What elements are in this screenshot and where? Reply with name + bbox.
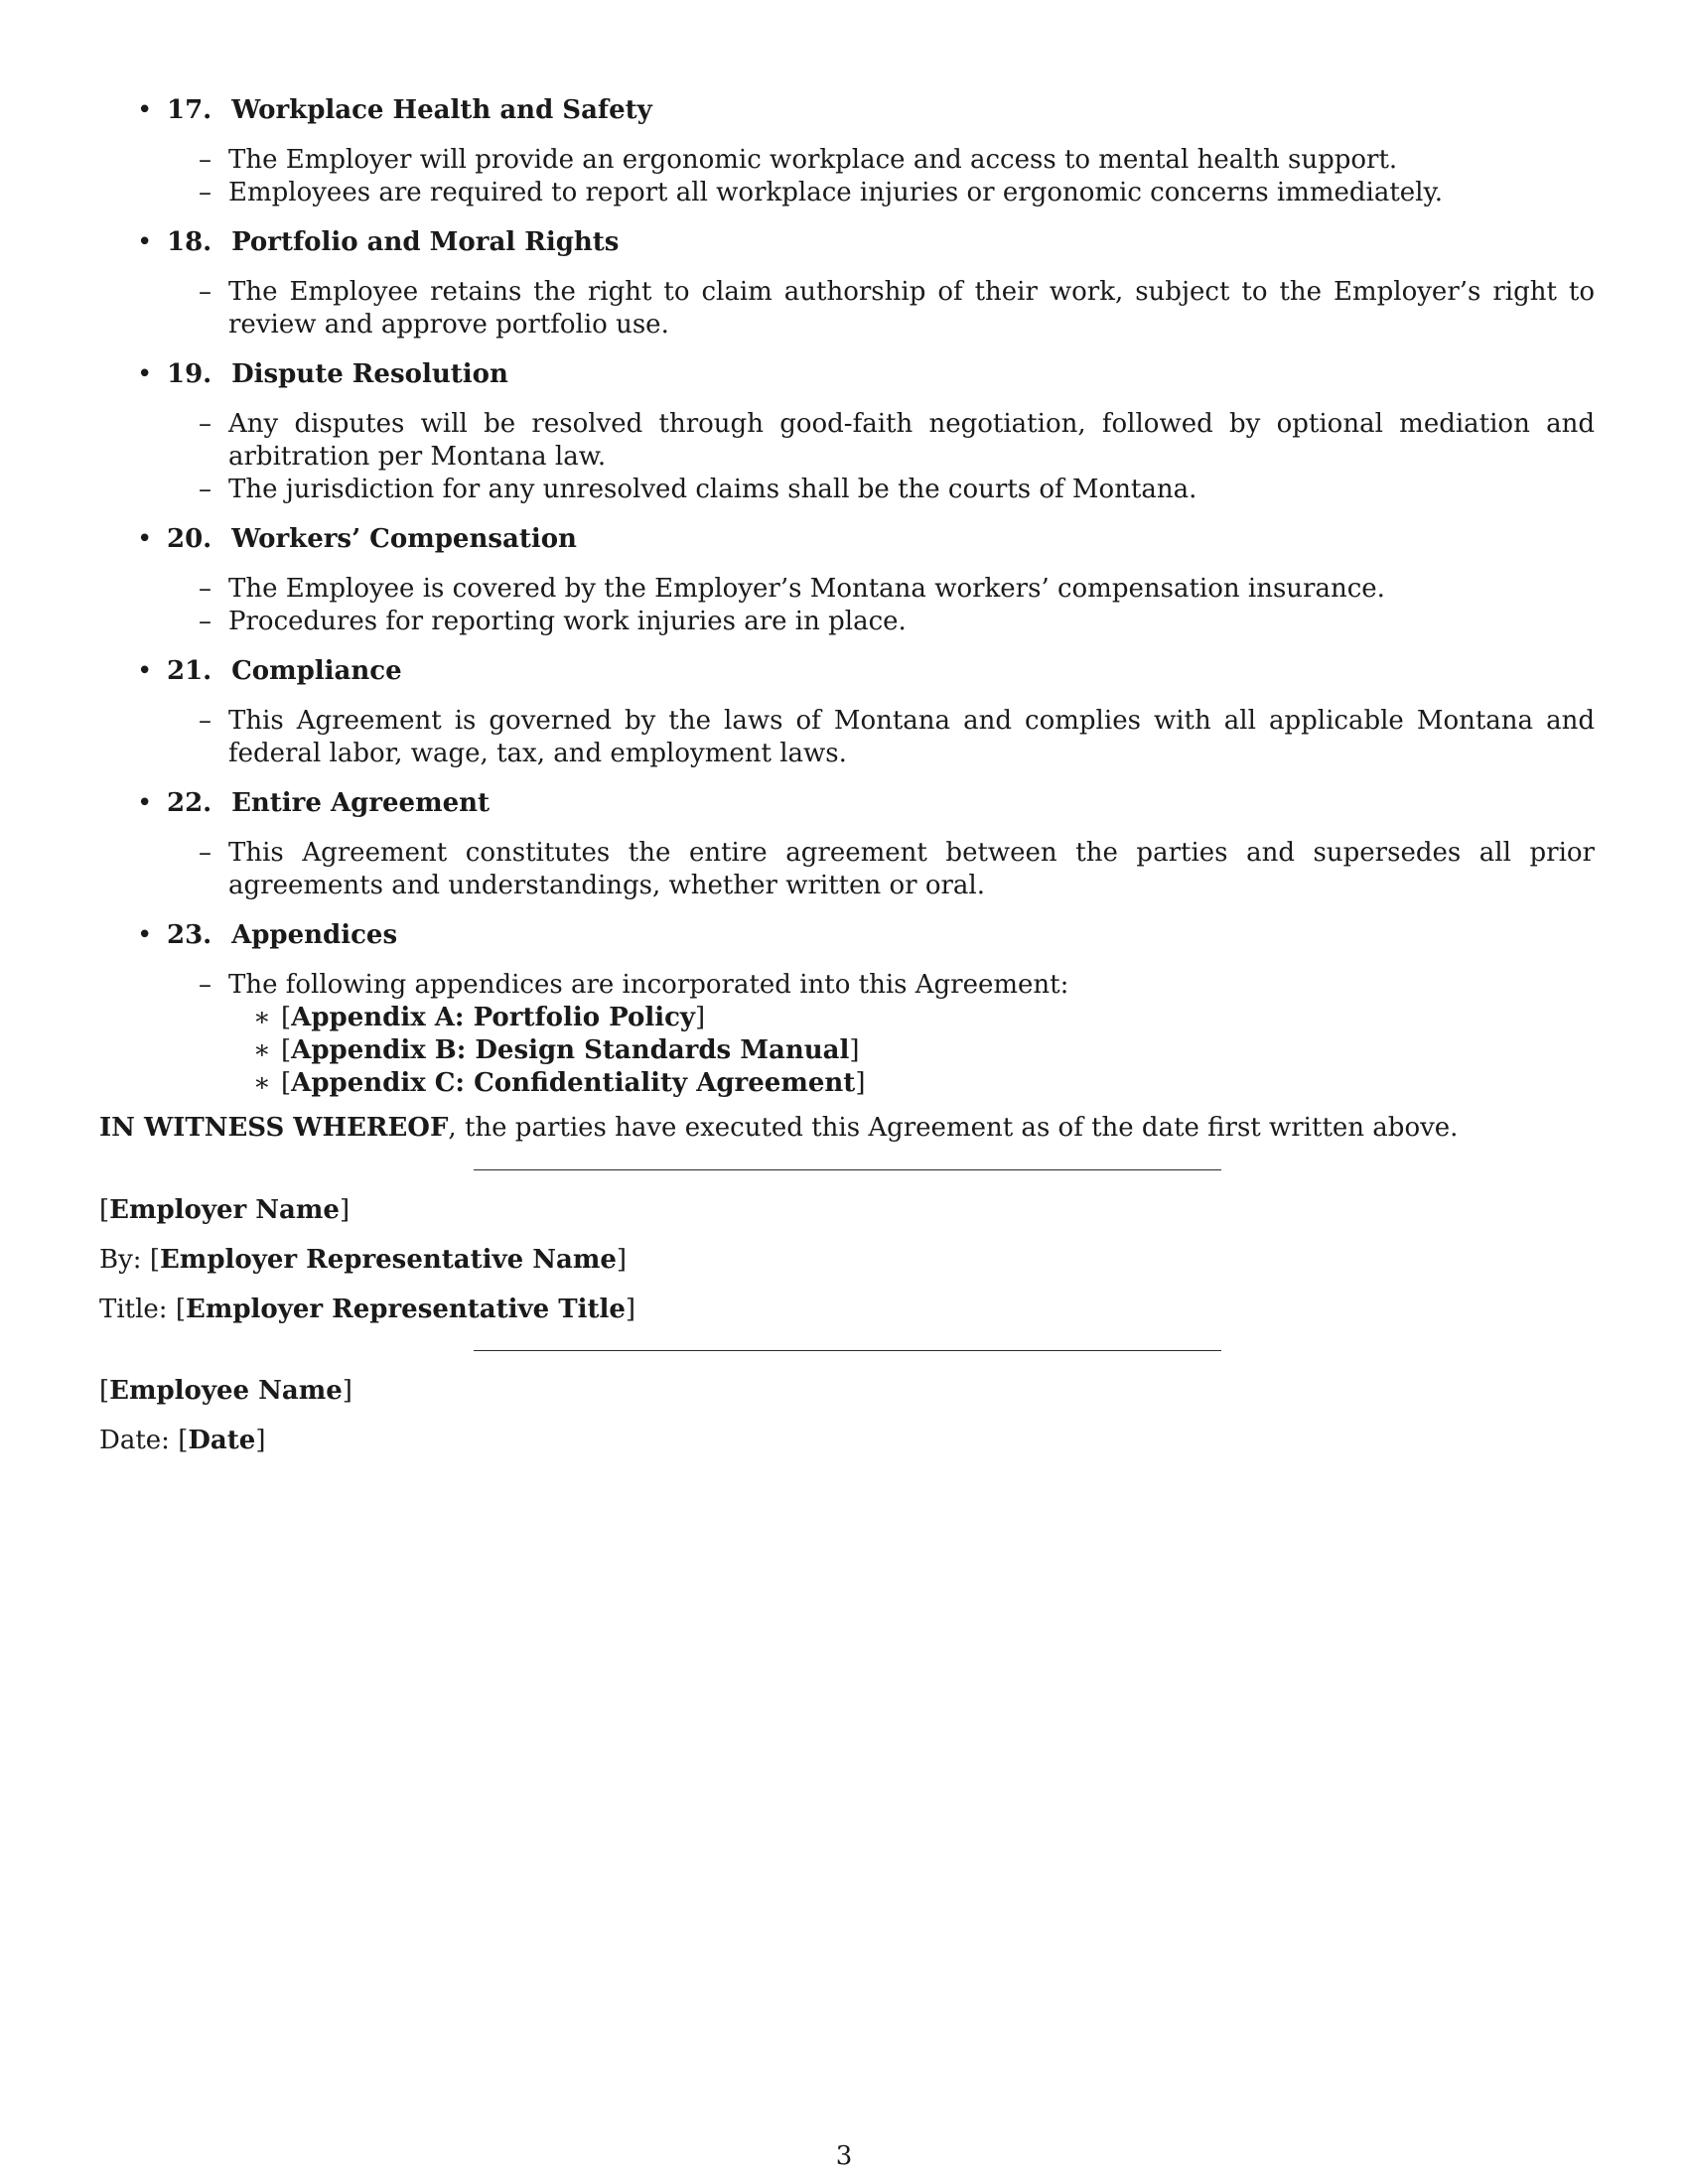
- date-label: Date:: [99, 1426, 170, 1455]
- section-18: [137, 226, 1595, 341]
- section-number: 22.: [167, 788, 212, 818]
- section-heading: [137, 226, 1589, 259]
- section-heading: [137, 655, 1589, 688]
- list-item: [199, 969, 1595, 1100]
- section-heading: [137, 358, 1589, 391]
- bullet-icon: •: [137, 524, 153, 554]
- by-label: By:: [99, 1245, 142, 1275]
- dash-icon: –: [199, 607, 211, 636]
- dash-icon: –: [199, 475, 211, 504]
- employee-signature-line: [474, 1350, 1221, 1351]
- item-text: Employees are required to report all workplace injuries or ergonomic concerns immediately.: [228, 178, 1443, 207]
- list-item: [199, 606, 1595, 638]
- section-items: [167, 837, 1595, 902]
- bullet-icon: •: [137, 227, 153, 257]
- item-text: The Employer will provide an ergonomic workplace and access to mental health support.: [228, 145, 1398, 175]
- appendix-item: ∗ [Appendix B: Design Standards Manual]: [253, 1035, 860, 1065]
- section-items: [167, 573, 1589, 638]
- section-17: [137, 94, 1589, 209]
- witness-clause: [99, 1112, 1589, 1145]
- bullet-icon: •: [137, 359, 153, 389]
- employer-representative-title: Employer Representative Title: [186, 1295, 626, 1324]
- section-23: [137, 919, 1589, 1100]
- list-item: [199, 144, 1595, 177]
- employee-signature-block: [99, 1375, 1589, 1457]
- list-item: [199, 177, 1595, 209]
- section-21: [137, 655, 1595, 770]
- document-page: [99, 94, 1595, 1474]
- list-item: [199, 408, 1595, 474]
- list-item: [199, 573, 1595, 606]
- appendix-label: Appendix A: Portfolio Policy: [291, 1003, 696, 1032]
- employer-signature-block: [99, 1194, 1589, 1326]
- title-label: Title:: [99, 1295, 168, 1324]
- section-title: Workers’ Compensation: [231, 524, 577, 554]
- section-items: [167, 276, 1595, 341]
- section-title: Entire Agreement: [231, 788, 491, 818]
- section-heading: [137, 523, 1589, 556]
- dash-icon: –: [199, 574, 211, 604]
- item-text: Procedures for reporting work injuries are in place.: [228, 607, 907, 636]
- section-title: Appendices: [231, 920, 398, 950]
- item-text: Any disputes will be resolved through good-faith negotiation, followed by optional mediation and arbitration per Montana law.: [228, 409, 1595, 472]
- list-item: [199, 474, 1595, 506]
- employer-name-row: [Employer Name]: [99, 1195, 351, 1225]
- employer-signature-line: [474, 1169, 1221, 1170]
- appendix-label: Appendix B: Design Standards Manual: [291, 1035, 850, 1065]
- witness-text: , the parties have executed this Agreement as of the date first written above.: [448, 1113, 1459, 1143]
- list-item: [199, 837, 1595, 902]
- asterisk-icon: ∗: [253, 1003, 271, 1032]
- dash-icon: –: [199, 409, 211, 439]
- employer-representative-name: Employer Representative Name: [159, 1245, 617, 1275]
- section-title: Workplace Health and Safety: [231, 95, 652, 125]
- section-items: [167, 408, 1595, 506]
- section-22: [137, 787, 1595, 902]
- item-text: The Employee is covered by the Employer’s Montana workers’ compensation insurance.: [228, 574, 1385, 604]
- section-heading: [137, 919, 1589, 952]
- employer-name: Employer Name: [109, 1195, 340, 1225]
- signature-date: Date: [188, 1426, 256, 1455]
- section-title: Compliance: [231, 656, 402, 686]
- item-text: This Agreement is governed by the laws of Montana and complies with all applicable Montana and federal labor, wage, tax, and employment laws.: [228, 706, 1595, 768]
- employee-name: Employee Name: [109, 1376, 343, 1406]
- section-items: [167, 705, 1595, 770]
- bullet-icon: •: [137, 788, 153, 818]
- dash-icon: –: [199, 706, 211, 736]
- section-19: [137, 358, 1595, 506]
- employer-by-row: By: [Employer Representative Name]: [99, 1245, 628, 1275]
- dash-icon: –: [199, 838, 211, 868]
- dash-icon: –: [199, 145, 211, 175]
- section-items: [167, 969, 1589, 1100]
- appendix-label: Appendix C: Confidentiality Agreement: [291, 1068, 856, 1098]
- section-number: 17.: [167, 95, 212, 125]
- appendix-item: ∗ [Appendix C: Confidentiality Agreement]: [253, 1068, 866, 1098]
- appendix-item: ∗ [Appendix A: Portfolio Policy]: [253, 1003, 706, 1032]
- item-text: The jurisdiction for any unresolved claims shall be the courts of Montana.: [228, 475, 1197, 504]
- employer-title-row: Title: [Employer Representative Title]: [99, 1295, 636, 1324]
- list-item: [199, 705, 1595, 770]
- section-title: Portfolio and Moral Rights: [231, 227, 620, 257]
- bullet-icon: •: [137, 656, 153, 686]
- appendix-list: [228, 1002, 1595, 1100]
- asterisk-icon: ∗: [253, 1068, 271, 1098]
- employee-name-row: [Employee Name]: [99, 1376, 352, 1406]
- witness-lead: IN WITNESS WHEREOF: [99, 1113, 449, 1143]
- section-number: 19.: [167, 359, 212, 389]
- section-title: Dispute Resolution: [231, 359, 508, 389]
- dash-icon: –: [199, 178, 211, 207]
- section-heading: [137, 94, 1589, 127]
- section-heading: [137, 787, 1589, 820]
- section-number: 20.: [167, 524, 212, 554]
- bullet-icon: •: [137, 920, 153, 950]
- section-number: 21.: [167, 656, 212, 686]
- dash-icon: –: [199, 277, 211, 307]
- section-number: 23.: [167, 920, 212, 950]
- bullet-icon: •: [137, 95, 153, 125]
- item-text: The following appendices are incorporated into this Agreement:: [228, 970, 1069, 1000]
- item-text: This Agreement constitutes the entire agreement between the parties and supersedes all prior agreements and understandings, whether written or oral.: [228, 838, 1595, 900]
- page-number: 3: [835, 2141, 853, 2171]
- section-number: 18.: [167, 227, 212, 257]
- section-items: [167, 144, 1589, 209]
- section-20: [137, 523, 1589, 638]
- employee-date-row: Date: [Date]: [99, 1426, 266, 1455]
- item-text: The Employee retains the right to claim authorship of their work, subject to the Employer’s right to review and approve portfolio use.: [228, 277, 1595, 340]
- list-item: [199, 276, 1595, 341]
- asterisk-icon: ∗: [253, 1035, 271, 1065]
- dash-icon: –: [199, 970, 211, 1000]
